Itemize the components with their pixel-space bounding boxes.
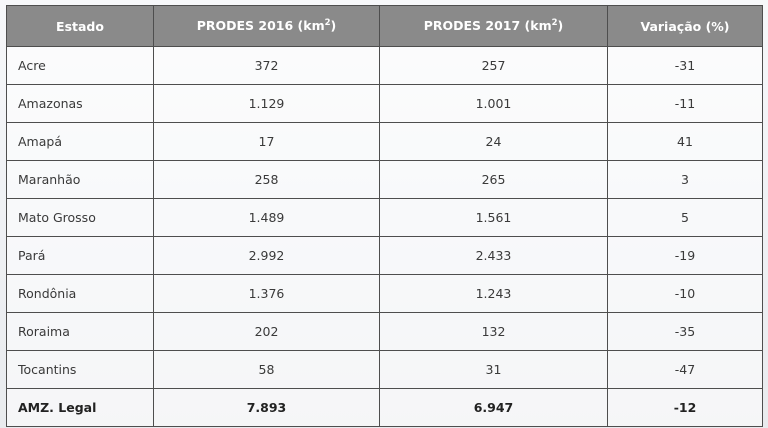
cell-prodes-2017: 31 bbox=[380, 351, 608, 389]
cell-total-estado: AMZ. Legal bbox=[7, 389, 154, 427]
cell-prodes-2017: 132 bbox=[380, 313, 608, 351]
cell-estado: Maranhão bbox=[7, 161, 154, 199]
table-row bbox=[7, 85, 763, 123]
table-body bbox=[7, 47, 763, 427]
total-row bbox=[7, 389, 763, 427]
cell-variacao: -19 bbox=[608, 237, 763, 275]
cell-prodes-2016: 2.992 bbox=[154, 237, 380, 275]
table-row bbox=[7, 199, 763, 237]
cell-prodes-2017: 1.561 bbox=[380, 199, 608, 237]
table-row bbox=[7, 275, 763, 313]
cell-prodes-2017: 1.243 bbox=[380, 275, 608, 313]
table-row bbox=[7, 123, 763, 161]
cell-estado: Rondônia bbox=[7, 275, 154, 313]
cell-prodes-2016: 17 bbox=[154, 123, 380, 161]
cell-estado: Amapá bbox=[7, 123, 154, 161]
cell-variacao: -11 bbox=[608, 85, 763, 123]
cell-estado: Tocantins bbox=[7, 351, 154, 389]
header-prodes-2016-sup: 2 bbox=[324, 18, 331, 29]
table-row bbox=[7, 351, 763, 389]
header-estado: Estado bbox=[7, 6, 154, 47]
cell-estado: Pará bbox=[7, 237, 154, 275]
cell-prodes-2017: 257 bbox=[380, 47, 608, 85]
cell-prodes-2016: 1.129 bbox=[154, 85, 380, 123]
cell-prodes-2016: 1.376 bbox=[154, 275, 380, 313]
cell-variacao: 41 bbox=[608, 123, 763, 161]
cell-variacao: 5 bbox=[608, 199, 763, 237]
cell-prodes-2017: 24 bbox=[380, 123, 608, 161]
cell-prodes-2016: 258 bbox=[154, 161, 380, 199]
cell-estado: Amazonas bbox=[7, 85, 154, 123]
cell-variacao: -47 bbox=[608, 351, 763, 389]
header-prodes-2016-close: ) bbox=[330, 18, 337, 34]
header-variacao: Variação (%) bbox=[608, 6, 763, 47]
cell-prodes-2017: 2.433 bbox=[380, 237, 608, 275]
header-prodes-2017-close: ) bbox=[557, 18, 564, 34]
header-prodes-2017-label: PRODES 2017 (km bbox=[423, 18, 552, 34]
cell-estado: Roraima bbox=[7, 313, 154, 351]
cell-prodes-2016: 1.489 bbox=[154, 199, 380, 237]
cell-total-prodes-2017: 6.947 bbox=[380, 389, 608, 427]
cell-variacao: -10 bbox=[608, 275, 763, 313]
table-row bbox=[7, 313, 763, 351]
header-prodes-2016 bbox=[154, 6, 380, 47]
header-prodes-2017 bbox=[380, 6, 608, 47]
table-header bbox=[7, 6, 763, 47]
cell-prodes-2017: 265 bbox=[380, 161, 608, 199]
cell-estado: Mato Grosso bbox=[7, 199, 154, 237]
prodes-table bbox=[6, 5, 763, 427]
cell-prodes-2017: 1.001 bbox=[380, 85, 608, 123]
cell-total-prodes-2016: 7.893 bbox=[154, 389, 380, 427]
cell-estado: Acre bbox=[7, 47, 154, 85]
table-row bbox=[7, 47, 763, 85]
table-row bbox=[7, 237, 763, 275]
cell-variacao: -31 bbox=[608, 47, 763, 85]
cell-total-variacao: -12 bbox=[608, 389, 763, 427]
cell-prodes-2016: 58 bbox=[154, 351, 380, 389]
header-prodes-2017-sup: 2 bbox=[551, 18, 558, 29]
table-row bbox=[7, 161, 763, 199]
cell-variacao: -35 bbox=[608, 313, 763, 351]
cell-variacao: 3 bbox=[608, 161, 763, 199]
header-row bbox=[7, 6, 763, 47]
cell-prodes-2016: 372 bbox=[154, 47, 380, 85]
cell-prodes-2016: 202 bbox=[154, 313, 380, 351]
header-prodes-2016-label: PRODES 2016 (km bbox=[196, 18, 325, 34]
